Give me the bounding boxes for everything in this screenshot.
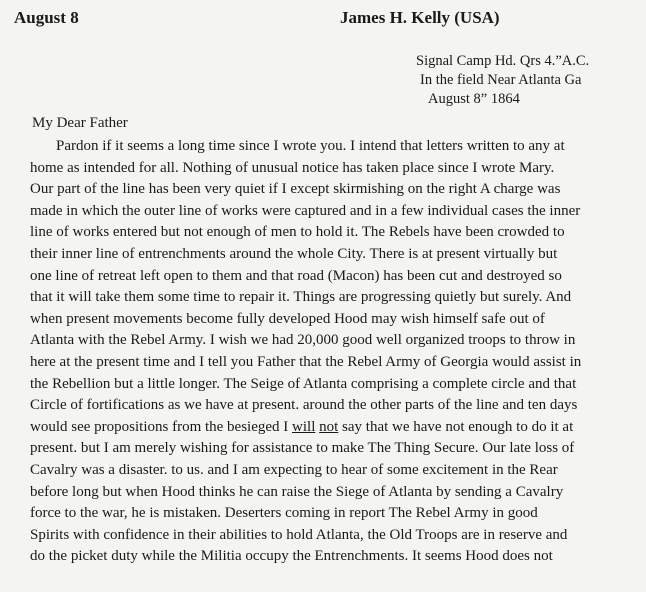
heading-line-location: Signal Camp Hd. Qrs 4.”A.C. xyxy=(416,53,590,69)
heading-line-date: August 8” 1864 xyxy=(428,91,520,107)
underlined-word-will: will xyxy=(292,418,316,435)
underlined-word-not: not xyxy=(319,418,339,435)
body-line: their inner line of entrenchments around the whole City. There is at present virtually but xyxy=(30,245,558,262)
entry-date: August 8 xyxy=(14,8,79,27)
body-line: Our part of the line has been very quiet if I except skirmishing on the right A charge was xyxy=(30,181,561,198)
heading-line-place: In the field Near Atlanta Ga xyxy=(420,72,582,88)
body-line: Atlanta with the Rebel Army. I wish we had 20,000 good well organized troops to throw in xyxy=(30,332,576,349)
body-line: home as intended for all. Nothing of unusual notice has taken place since I wrote Mary. xyxy=(30,159,555,176)
body-line: here at the present time and I tell you Father that the Rebel Army of Georgia would assist in xyxy=(30,353,582,370)
body-line: made in which the outer line of works were captured and in a few individual cases the inner xyxy=(30,202,581,219)
body-line: present. but I am merely wishing for assistance to make The Thing Secure. Our late loss of xyxy=(30,440,575,457)
entry-author: James H. Kelly (USA) xyxy=(340,8,500,27)
body-line: Spirits with confidence in their abilities to hold Atlanta, the Old Troops are in reserve and xyxy=(30,526,568,543)
body-line: Circle of fortifications as we have at present. around the other parts of the line and ten days xyxy=(30,397,578,414)
salutation: My Dear Father xyxy=(32,115,128,131)
body-line: before long but when Hood thinks he can raise the Siege of Atlanta by sending a Cavalry xyxy=(30,483,564,500)
letter-body xyxy=(30,136,642,568)
body-line xyxy=(30,417,642,439)
body-text-segment: would see propositions from the besieged I xyxy=(30,418,293,435)
body-line: that it will take them some time to repair it. Things are progressing quietly but surely. And xyxy=(30,289,572,306)
body-text-segment: say that we have not enough to do it at xyxy=(338,418,574,435)
body-line: when present movements become fully developed Hood may wish himself safe out of xyxy=(30,310,545,327)
body-line: Cavalry was a disaster. to us. and I am expecting to hear of some excitement in the Rear xyxy=(30,461,558,478)
body-line: the Rebellion but a little longer. The Seige of Atlanta comprising a complete circle and that xyxy=(30,375,577,392)
letter-heading xyxy=(416,52,589,109)
body-line: do the picket duty while the Militia occupy the Entrenchments. It seems Hood does not xyxy=(30,548,553,565)
body-line: Pardon if it seems a long time since I wrote you. I intend that letters written to any at xyxy=(56,138,565,154)
body-line: line of works entered but not enough of men to hold it. The Rebels have been crowded to xyxy=(30,224,565,241)
body-line: one line of retreat left open to them and that road (Macon) has been cut and destroyed so xyxy=(30,267,562,284)
body-line: force to the war, he is mistaken. Deserters coming in report The Rebel Army in good xyxy=(30,505,538,522)
